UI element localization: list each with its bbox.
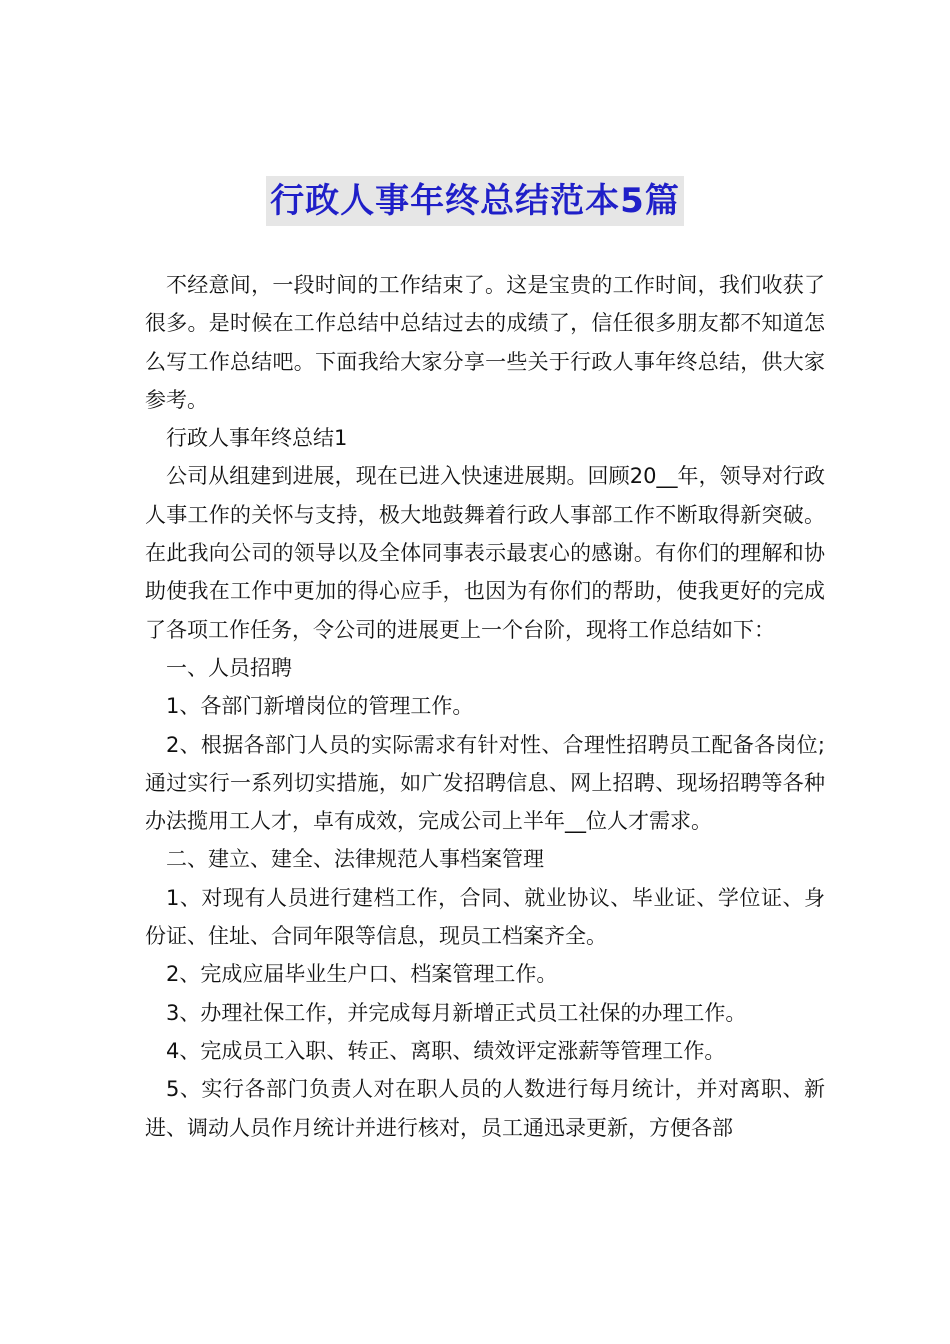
title-container: [0, 176, 950, 226]
document-body: [145, 266, 825, 1147]
paragraph-list-item: 5、实行各部门负责人对在职人员的人数进行每月统计，并对离职、新进、调动人员作月统计并进行核对，员工通迅录更新，方便各部: [145, 1077, 825, 1140]
paragraph-intro: 不经意间，一段时间的工作结束了。这是宝贵的工作时间，我们收获了很多。是时候在工作总结中总结过去的成绩了，信任很多朋友都不知道怎么写工作总结吧。下面我给大家分享一些关于行政人事年终总结，供大家参考。: [145, 273, 825, 412]
paragraph-list-item: 2、完成应届毕业生户口、档案管理工作。: [166, 962, 558, 987]
paragraph-body: 公司从组建到进展，现在已进入快速进展期。回顾20__年，领导对行政人事工作的关怀与支持，极大地鼓舞着行政人事部工作不断取得新突破。在此我向公司的领导以及全体同事表示最衷心的感谢。有你们的理解和协助使我在工作中更加的得心应手，也因为有你们的帮助，使我更好的完成了各项工作任务，令公司的进展更上一个台阶，现将工作总结如下：: [145, 464, 825, 642]
paragraph-list-item: 1、对现有人员进行建档工作，合同、就业协议、毕业证、学位证、身份证、住址、合同年限等信息，现员工档案齐全。: [145, 885, 825, 949]
paragraph-list-item: 1、各部门新增岗位的管理工作。: [166, 694, 474, 719]
document-title: 行政人事年终总结范本5篇: [266, 176, 684, 226]
paragraph-heading-recruitment: 一、人员招聘: [166, 655, 292, 680]
paragraph-list-item: 2、根据各部门人员的实际需求有针对性、合理性招聘员工配备各岗位;通过实行一系列切实措施，如广发招聘信息、网上招聘、现场招聘等各种办法揽用工人才，卓有成效，完成公司上半年__位人才需求。: [145, 732, 825, 834]
paragraph-list-item: 4、完成员工入职、转正、离职、绩效评定涨薪等管理工作。: [166, 1038, 726, 1063]
paragraph-list-item: 3、办理社保工作，并完成每月新增正式员工社保的办理工作。: [166, 1000, 747, 1025]
paragraph-section-heading: 行政人事年终总结1: [166, 426, 348, 451]
paragraph-heading-archives: 二、建立、建全、法律规范人事档案管理: [166, 847, 544, 872]
